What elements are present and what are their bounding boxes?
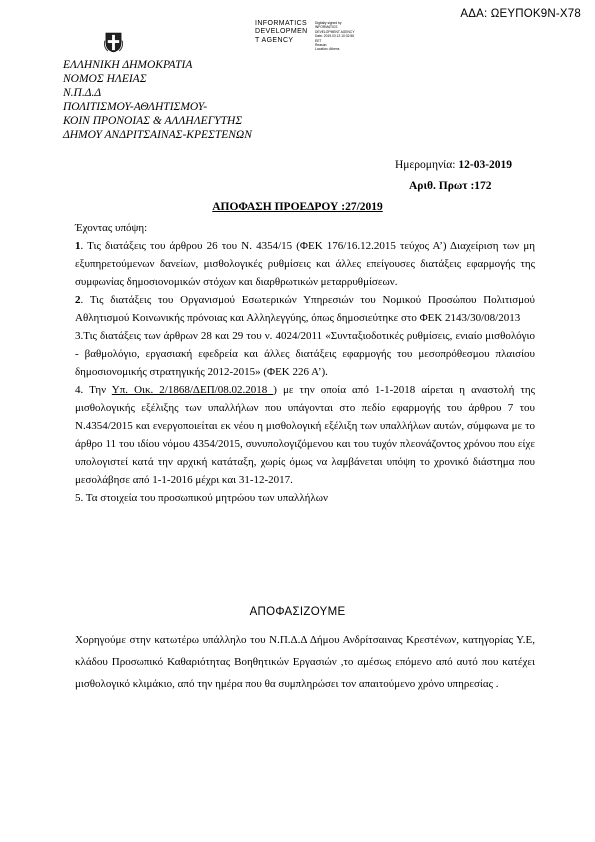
item-reference-link: Υπ. Οικ. 2/1868/ΔΕΠ/08.02.2018 [111,384,274,396]
item-number: 2 [75,294,81,306]
header-line: ΔΗΜΟΥ ΑΝΔΡΙΤΣΑΙΝΑΣ-ΚΡΕΣΤΕΝΩΝ [63,129,252,141]
list-item-4 [75,381,535,489]
decision-paragraph: Χορηγούμε στην κατωτέρω υπάλληλο του Ν.Π.Δ.Δ Δήμου Ανδρίτσαινας Κρεστένων, κατηγορίας Υ.Ε, κλάδου Προσωπικό Καθαριότητας Βοηθητικών Εργασιών ,το αμέσως επόμενο από αυτό που κατέχει μισθολογικό κλιμάκιο, από την ημέρα που θα συμπληρώσει τον απαιτούμενο χρόνο υπηρεσίας . [75,634,535,690]
header-line: ΠΟΛΙΤΙΣΜΟΥ-ΑΘΛΗΤΙΣΜΟΥ- [63,101,208,113]
decision-text [75,629,535,695]
greek-coat-of-arms-icon [104,32,123,53]
item-text: ) με την οποία από 1-1-2018 αίρεται η αναστολή της μισθολογικής εξέλιξης των υπαλλήλων που υπάγονται στο πεδίο εφαρμογής του άρθρου 7 του Ν.4354/2015 και ενεργοποιείται εκ νέου η μισθολογική εξέλιξη των υπαλλήλων αυτών, σύμφωνα με το άρθρο 11 του ιδίου νόμου 4354/2015, συνυπολογιζόμενου και του τυχόν πλεονάζοντος χρόνου που είχε υπολογιστεί κατά την αρχική κατάταξη, χωρίς όμως να λαμβάνεται υπόψη το χρονικό διάστημα που μεσολάβησε από 1-1-2016 μέχρι και 31-12-2017. [75,384,535,486]
stamp-agency-text: INFORMATICS DEVELOPMEN T AGENCY [255,20,308,44]
item-text: . Τις διατάξεις του άρθρου 26 του Ν. 4354/15 (ΦΕΚ 176/16.12.2015 τεύχος Α’) Διαχείριση των μη εξυπηρετούμενων δανείων, μισθολογικές ρυθμίσεις και άλλες επείγουσες διατάξεις εφαρμογής της συμφωνίας δημοσιονομικών στόχων και διαρθρωτικών μεταρρυθμίσεων. [75,240,535,288]
decision-title: ΑΠΟΦΑΣΗ ΠΡΟΕΔΡΟΥ :27/2019 [212,201,383,213]
date-value: 12-03-2019 [458,159,513,171]
protocol-value: 172 [474,180,492,192]
item-prefix: 4. Την [75,384,112,396]
document-body [75,219,535,507]
digital-signature-stamp [255,20,385,52]
ada-code: ΑΔΑ: ΩΕΥΠΟΚ9Ν-Χ78 [460,8,581,20]
document-date [395,159,512,171]
list-item-2 [75,291,535,327]
issuing-authority-header [63,58,252,142]
intro-text: Έχοντας υπόψη: [75,222,148,234]
header-line: ΕΛΛΗΝΙΚΗ ΔΗΜΟΚΡΑΤΙΑ [63,59,193,71]
header-line: Ν.Π.Δ.Δ [63,87,102,99]
item-number: 1 [75,240,81,252]
header-line: ΚΟΙΝ ΠΡΟΝΟΙΑΣ & ΑΛΛΗΛΕΓΥΤΗΣ [63,115,243,127]
item-text: . Τις διατάξεις του Οργανισμού Εσωτερικών Υπηρεσιών του Νομικού Προσώπου Πολιτισμού Αθλητισμού Κοινωνικής πρόνοιας και Αλληλεγγύης, όπως δημοσιεύτηκε στο ΦΕΚ 2143/30/08/2013 [75,294,535,324]
stamp-agency-small-text: Digitally signed by INFORMATICS DEVELOPMENT AGENCY Date: 2019.03.13 10:32:56 EET Reason: Location: Athens [315,21,355,52]
list-item-1 [75,237,535,291]
header-line: ΝΟΜΟΣ ΗΛΕΙΑΣ [63,73,147,85]
protocol-number [409,180,492,192]
list-item-3: 3.Τις διατάξεις των άρθρων 28 και 29 του ν. 4024/2011 «Συνταξιοδοτικές ρυθμίσεις, ενιαίο μισθολόγιο - βαθμολόγιο, εργασιακή εφεδρεία και άλλες διατάξεις εφαρμογής του μεσοπρόθεσμου πλαισίου δημοσιονομικής στρατηγικής 2012-2015» (ΦΕΚ 226 Α’). [75,330,535,378]
decision-heading: ΑΠΟΦΑΣΙΖΟΥΜΕ [249,606,346,618]
list-item-5: 5. Τα στοιχεία του προσωπικού μητρώου των υπαλλήλων [75,492,328,504]
protocol-label: Αριθ. Πρωτ : [409,180,475,192]
date-label: Ημερομηνία: [395,159,459,171]
